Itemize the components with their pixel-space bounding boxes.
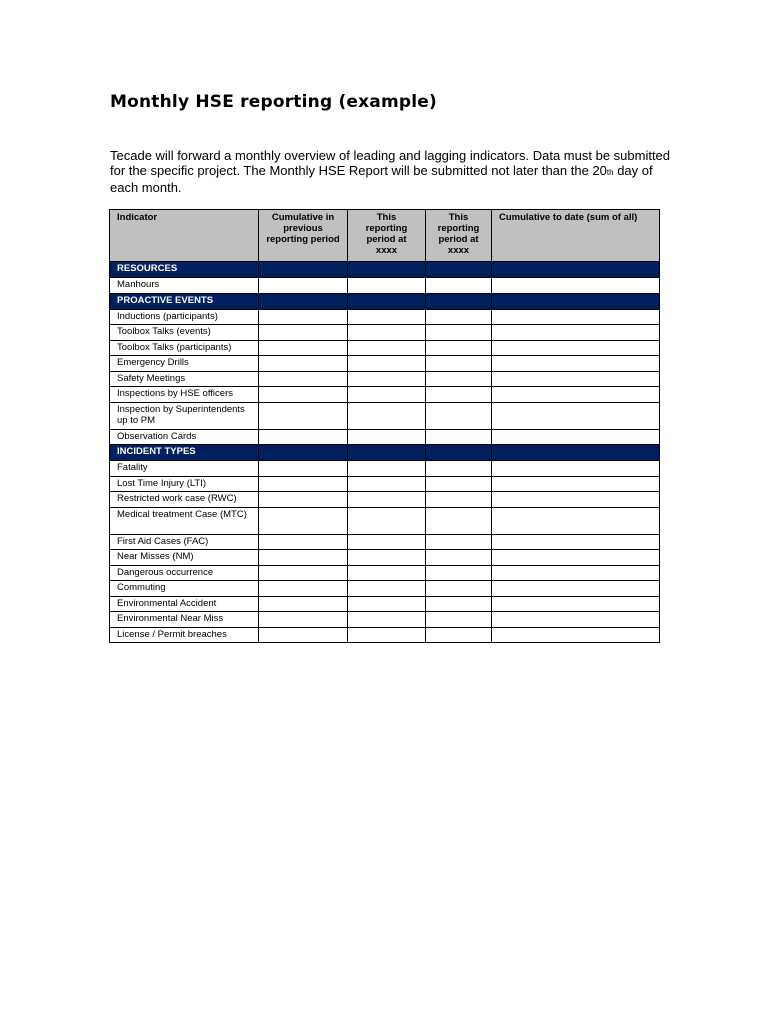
header-cumulative-previous: Cumulative in previous reporting period — [259, 210, 348, 262]
indicator-label: License / Permit breaches — [110, 627, 259, 643]
table-row — [110, 581, 660, 597]
value-cell — [426, 612, 492, 628]
value-cell — [348, 278, 426, 294]
intro-ordinal-suffix: th — [606, 168, 614, 177]
value-cell — [426, 476, 492, 492]
section-row-proactive-events — [110, 293, 660, 309]
indicator-label: Dangerous occurrence — [110, 565, 259, 581]
section-cell — [492, 445, 660, 461]
value-cell — [426, 534, 492, 550]
table-row — [110, 534, 660, 550]
indicator-label: Inductions (participants) — [110, 309, 259, 325]
value-cell — [426, 371, 492, 387]
value-cell — [259, 278, 348, 294]
value-cell — [426, 507, 492, 534]
hse-report-table — [109, 209, 660, 643]
value-cell — [348, 429, 426, 445]
value-cell — [259, 325, 348, 341]
value-cell — [259, 612, 348, 628]
value-cell — [492, 565, 660, 581]
value-cell — [348, 461, 426, 477]
value-cell — [492, 402, 660, 429]
header-indicator: Indicator — [110, 210, 259, 262]
table-row — [110, 476, 660, 492]
table-row — [110, 387, 660, 403]
section-title: RESOURCES — [110, 262, 259, 278]
value-cell — [259, 507, 348, 534]
value-cell — [492, 371, 660, 387]
indicator-label: Toolbox Talks (participants) — [110, 340, 259, 356]
section-cell — [426, 445, 492, 461]
value-cell — [492, 476, 660, 492]
value-cell — [426, 325, 492, 341]
intro-paragraph — [110, 148, 670, 195]
table-row — [110, 371, 660, 387]
value-cell — [259, 581, 348, 597]
indicator-label: Manhours — [110, 278, 259, 294]
value-cell — [426, 581, 492, 597]
page-title: Monthly HSE reporting (example) — [110, 92, 437, 112]
table-body — [110, 262, 660, 643]
value-cell — [348, 627, 426, 643]
indicator-label: Lost Time Injury (LTI) — [110, 476, 259, 492]
intro-text: Tecade will forward a monthly overview of leading and lagging indicators. Data must be submitted for the specific project. The Monthly HSE Report will be submitted not later than the 20 — [110, 148, 671, 178]
value-cell — [426, 565, 492, 581]
value-cell — [259, 627, 348, 643]
indicator-label: Emergency Drills — [110, 356, 259, 372]
value-cell — [348, 581, 426, 597]
value-cell — [348, 371, 426, 387]
value-cell — [492, 429, 660, 445]
value-cell — [492, 550, 660, 566]
section-cell — [492, 262, 660, 278]
section-cell — [259, 262, 348, 278]
table-row — [110, 356, 660, 372]
value-cell — [426, 387, 492, 403]
value-cell — [259, 371, 348, 387]
value-cell — [259, 429, 348, 445]
value-cell — [348, 476, 426, 492]
value-cell — [259, 340, 348, 356]
indicator-label: Fatality — [110, 461, 259, 477]
value-cell — [492, 309, 660, 325]
value-cell — [492, 461, 660, 477]
table-row — [110, 627, 660, 643]
section-cell — [426, 293, 492, 309]
table-row — [110, 325, 660, 341]
indicator-label: Safety Meetings — [110, 371, 259, 387]
value-cell — [348, 534, 426, 550]
value-cell — [348, 565, 426, 581]
value-cell — [492, 596, 660, 612]
section-title: INCIDENT TYPES — [110, 445, 259, 461]
table-row — [110, 461, 660, 477]
section-row-incident-types — [110, 445, 660, 461]
indicator-label: Medical treatment Case (MTC) — [110, 507, 259, 534]
table-row — [110, 507, 660, 534]
section-cell — [348, 445, 426, 461]
value-cell — [426, 492, 492, 508]
indicator-label: Near Misses (NM) — [110, 550, 259, 566]
value-cell — [348, 596, 426, 612]
value-cell — [492, 581, 660, 597]
table-row — [110, 340, 660, 356]
value-cell — [426, 596, 492, 612]
value-cell — [348, 507, 426, 534]
section-cell — [348, 293, 426, 309]
indicator-label: Environmental Near Miss — [110, 612, 259, 628]
section-title: PROACTIVE EVENTS — [110, 293, 259, 309]
table-row — [110, 309, 660, 325]
value-cell — [348, 492, 426, 508]
section-cell — [426, 262, 492, 278]
value-cell — [426, 309, 492, 325]
value-cell — [348, 402, 426, 429]
table-row — [110, 596, 660, 612]
value-cell — [426, 461, 492, 477]
section-cell — [492, 293, 660, 309]
value-cell — [492, 340, 660, 356]
value-cell — [492, 612, 660, 628]
indicator-label: Environmental Accident — [110, 596, 259, 612]
value-cell — [426, 340, 492, 356]
table-row — [110, 492, 660, 508]
value-cell — [259, 309, 348, 325]
table-row — [110, 429, 660, 445]
value-cell — [492, 356, 660, 372]
value-cell — [348, 309, 426, 325]
header-this-period-2: This reporting period at xxxx — [426, 210, 492, 262]
value-cell — [348, 325, 426, 341]
value-cell — [259, 356, 348, 372]
value-cell — [492, 492, 660, 508]
indicator-label: Inspection by Superintendents up to PM — [110, 402, 259, 429]
value-cell — [259, 534, 348, 550]
table-header-row — [110, 210, 660, 262]
indicator-label: Toolbox Talks (events) — [110, 325, 259, 341]
value-cell — [492, 387, 660, 403]
value-cell — [348, 340, 426, 356]
value-cell — [259, 596, 348, 612]
indicator-label: Observation Cards — [110, 429, 259, 445]
value-cell — [259, 550, 348, 566]
value-cell — [426, 627, 492, 643]
indicator-label: First Aid Cases (FAC) — [110, 534, 259, 550]
value-cell — [348, 387, 426, 403]
indicator-label: Inspections by HSE officers — [110, 387, 259, 403]
value-cell — [259, 476, 348, 492]
table-row — [110, 402, 660, 429]
value-cell — [426, 402, 492, 429]
value-cell — [426, 356, 492, 372]
value-cell — [426, 429, 492, 445]
indicator-label: Restricted work case (RWC) — [110, 492, 259, 508]
value-cell — [492, 325, 660, 341]
section-row-resources — [110, 262, 660, 278]
value-cell — [348, 356, 426, 372]
indicator-label: Commuting — [110, 581, 259, 597]
table-row — [110, 550, 660, 566]
value-cell — [348, 612, 426, 628]
value-cell — [259, 461, 348, 477]
header-cumulative-to-date: Cumulative to date (sum of all) — [492, 210, 660, 262]
intro-text-end: day of each month. — [110, 163, 653, 195]
value-cell — [492, 507, 660, 534]
value-cell — [259, 387, 348, 403]
section-cell — [259, 293, 348, 309]
value-cell — [348, 550, 426, 566]
value-cell — [492, 534, 660, 550]
value-cell — [259, 402, 348, 429]
value-cell — [492, 627, 660, 643]
value-cell — [259, 565, 348, 581]
table-row — [110, 565, 660, 581]
section-cell — [259, 445, 348, 461]
table-row — [110, 612, 660, 628]
section-cell — [348, 262, 426, 278]
value-cell — [259, 492, 348, 508]
value-cell — [492, 278, 660, 294]
value-cell — [426, 278, 492, 294]
header-this-period-1: This reporting period at xxxx — [348, 210, 426, 262]
table-row — [110, 278, 660, 294]
value-cell — [426, 550, 492, 566]
